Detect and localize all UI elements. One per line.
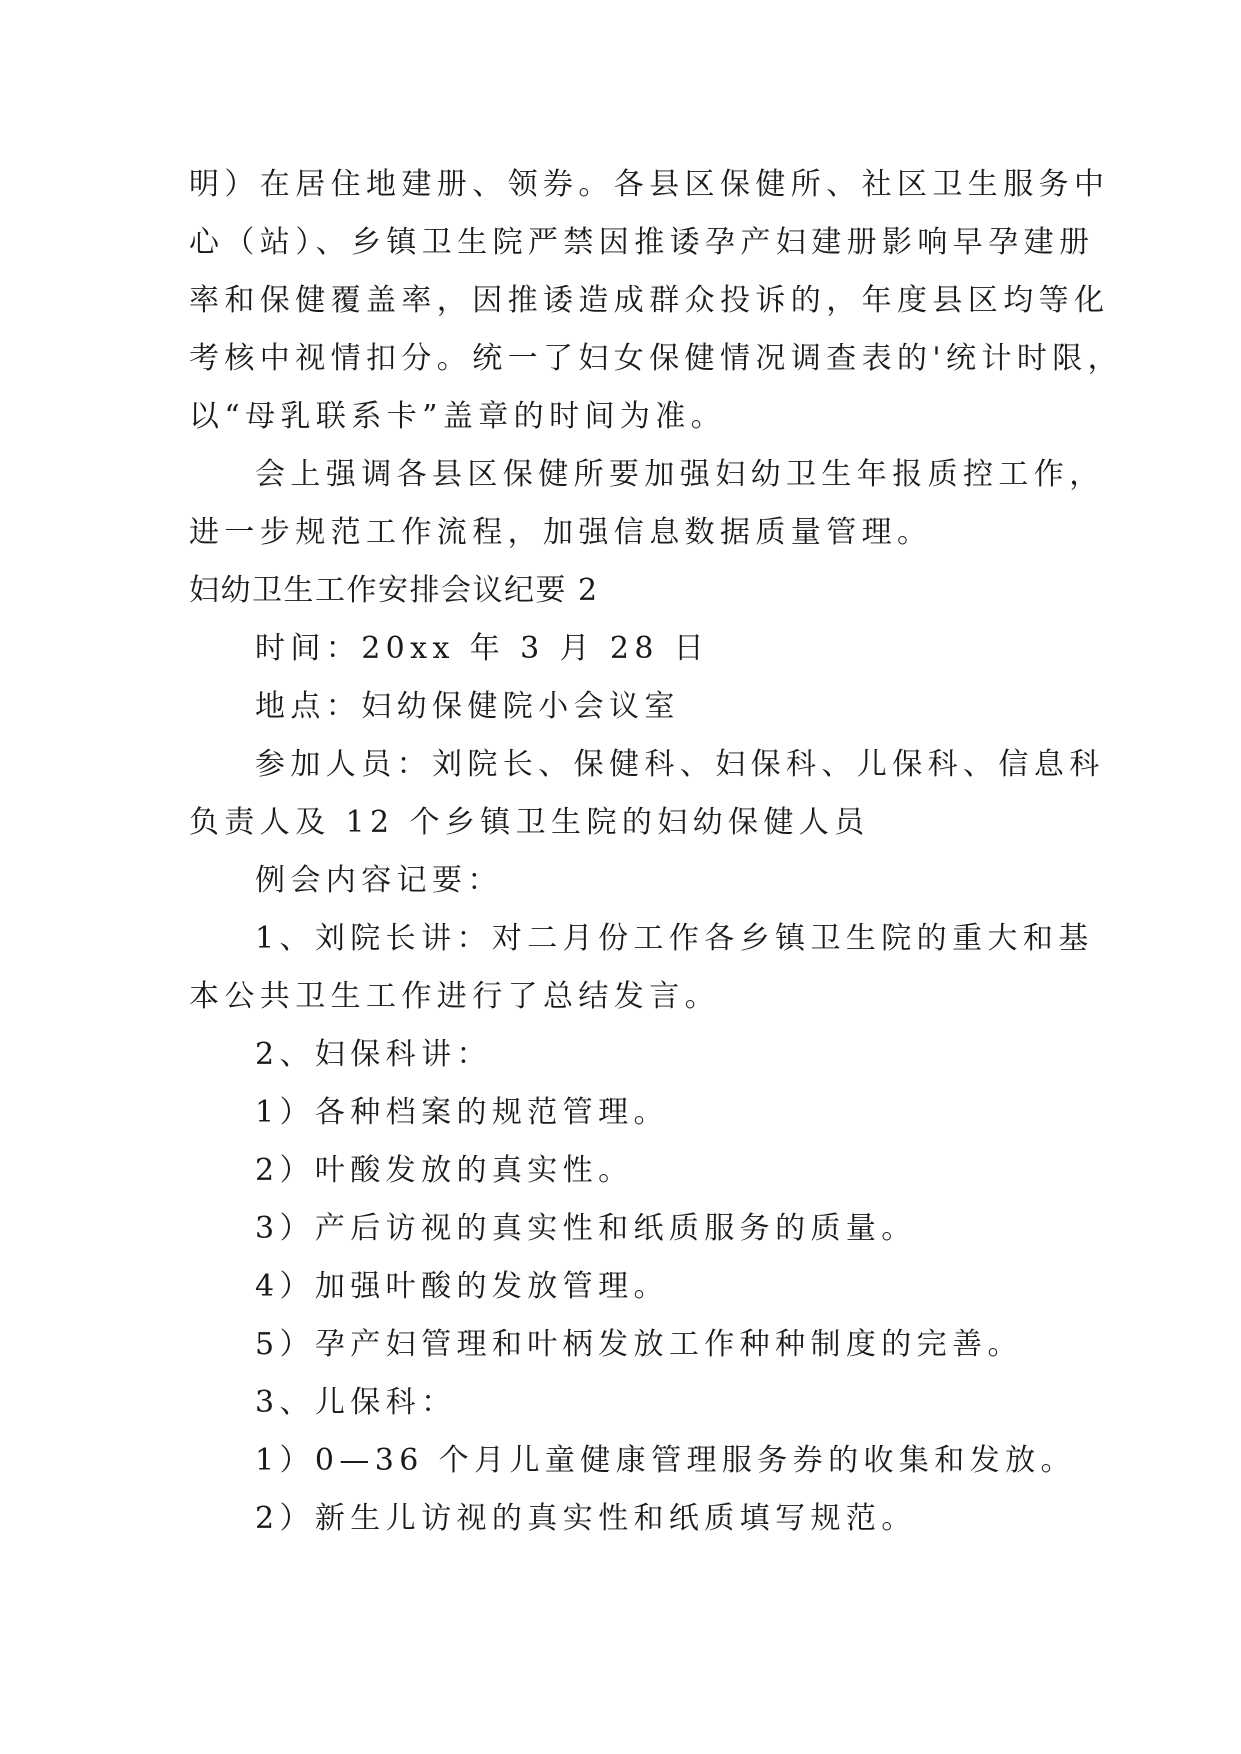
list-item: 1）各种档案的规范管理。 — [255, 1095, 669, 1130]
list-item: 2）新生儿访视的真实性和纸质填写规范。 — [255, 1501, 917, 1536]
body-text-line: 率和保健覆盖率，因推诿造成群众投诉的，年度县区均等化 — [189, 283, 1110, 318]
list-item: 1）0—36 个月儿童健康管理服务券的收集和发放。 — [255, 1443, 1076, 1478]
meeting-time: 时间：20xx 年 3 月 28 日 — [255, 631, 710, 666]
body-text-line: 以“母乳联系卡”盖章的时间为准。 — [189, 399, 727, 434]
body-text-line: 明）在居住地建册、领券。各县区保健所、社区卫生服务中 — [189, 167, 1110, 202]
list-item: 1、刘院长讲：对二月份工作各乡镇卫生院的重大和基 — [255, 921, 1094, 956]
body-text-line: 考核中视情扣分。统一了妇女保健情况调查表的'统计时限， — [189, 341, 1124, 376]
list-item: 2、妇保科讲： — [255, 1037, 492, 1072]
body-text-line: 进一步规范工作流程，加强信息数据质量管理。 — [189, 515, 933, 550]
section-title: 妇幼卫生工作安排会议纪要 2 — [189, 573, 599, 608]
list-item: 5）孕产妇管理和叶柄发放工作种种制度的完善。 — [255, 1327, 1023, 1362]
meeting-attendees: 参加人员：刘院长、保健科、妇保科、儿保科、信息科 — [255, 747, 1105, 782]
list-item: 2）叶酸发放的真实性。 — [255, 1153, 634, 1188]
meeting-location: 地点：妇幼保健院小会议室 — [255, 689, 680, 724]
list-item: 4）加强叶酸的发放管理。 — [255, 1269, 669, 1304]
body-text-line: 本公共卫生工作进行了总结发言。 — [189, 979, 720, 1014]
body-text-line: 心（站）、乡镇卫生院严禁因推诿孕产妇建册影响早孕建册 — [189, 225, 1095, 260]
body-text-line: 负责人及 12 个乡镇卫生院的妇幼保健人员 — [189, 805, 870, 840]
minutes-heading: 例会内容记要： — [255, 863, 503, 898]
body-text-line: 会上强调各县区保健所要加强妇幼卫生年报质控工作， — [255, 457, 1105, 492]
list-item: 3）产后访视的真实性和纸质服务的质量。 — [255, 1211, 917, 1246]
list-item: 3、儿保科： — [255, 1385, 457, 1420]
